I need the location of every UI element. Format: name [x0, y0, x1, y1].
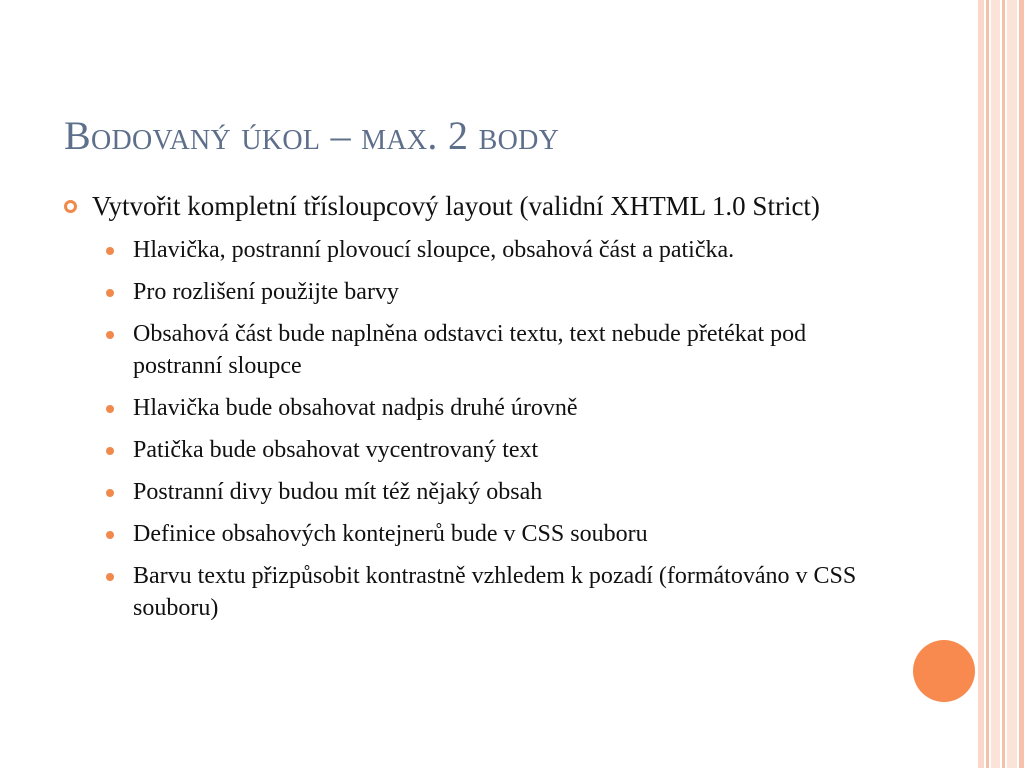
- main-bullet-text: Vytvořit kompletní třísloupcový layout (validní XHTML 1.0 Strict): [92, 191, 820, 221]
- decorative-stripe: [1007, 0, 1017, 768]
- dot-bullet-icon: [106, 447, 114, 455]
- main-bullet-item: [64, 188, 894, 224]
- sub-bullet-text: Hlavička, postranní plovoucí sloupce, obsahová část a patička.: [133, 237, 735, 263]
- decorative-stripe: [978, 0, 984, 768]
- sub-bullet-text: Obsahová část bude naplněna odstavci textu, text nebude přetékat pod postranní sloupce: [133, 321, 807, 379]
- sub-bullet-item: [106, 476, 894, 508]
- ring-bullet-icon: [64, 200, 77, 213]
- sub-bullet-item: [106, 434, 894, 466]
- dot-bullet-icon: [106, 405, 114, 413]
- decorative-circle: [913, 640, 975, 702]
- sub-bullet-item: [106, 318, 894, 382]
- decorative-stripe: [1019, 0, 1024, 768]
- sub-bullet-text: Barvu textu přizpůsobit kontrastně vzhledem k pozadí (formátováno v CSS souboru): [133, 563, 857, 621]
- decorative-stripe: [1002, 0, 1005, 768]
- dot-bullet-icon: [106, 331, 114, 339]
- sub-bullet-text: Pro rozlišení použijte barvy: [133, 279, 399, 305]
- sub-bullet-text: Definice obsahových kontejnerů bude v CSS souboru: [133, 521, 648, 547]
- slide-content: [64, 188, 894, 634]
- sub-bullet-text: Patička bude obsahovat vycentrovaný text: [133, 437, 539, 463]
- dot-bullet-icon: [106, 489, 114, 497]
- sub-bullet-item: [106, 392, 894, 424]
- dot-bullet-icon: [106, 289, 114, 297]
- decorative-stripe: [991, 0, 1000, 768]
- slide-title: Bodovaný úkol – max. 2 body: [64, 113, 560, 158]
- sub-bullet-text: Postranní divy budou mít též nějaký obsah: [133, 479, 543, 505]
- dot-bullet-icon: [106, 247, 114, 255]
- sub-bullet-item: [106, 560, 894, 624]
- dot-bullet-icon: [106, 573, 114, 581]
- sub-bullet-item: [106, 276, 894, 308]
- dot-bullet-icon: [106, 531, 114, 539]
- decorative-stripe: [986, 0, 989, 768]
- sub-bullet-text: Hlavička bude obsahovat nadpis druhé úrovně: [133, 395, 578, 421]
- sub-bullet-item: [106, 234, 894, 266]
- sub-bullet-item: [106, 518, 894, 550]
